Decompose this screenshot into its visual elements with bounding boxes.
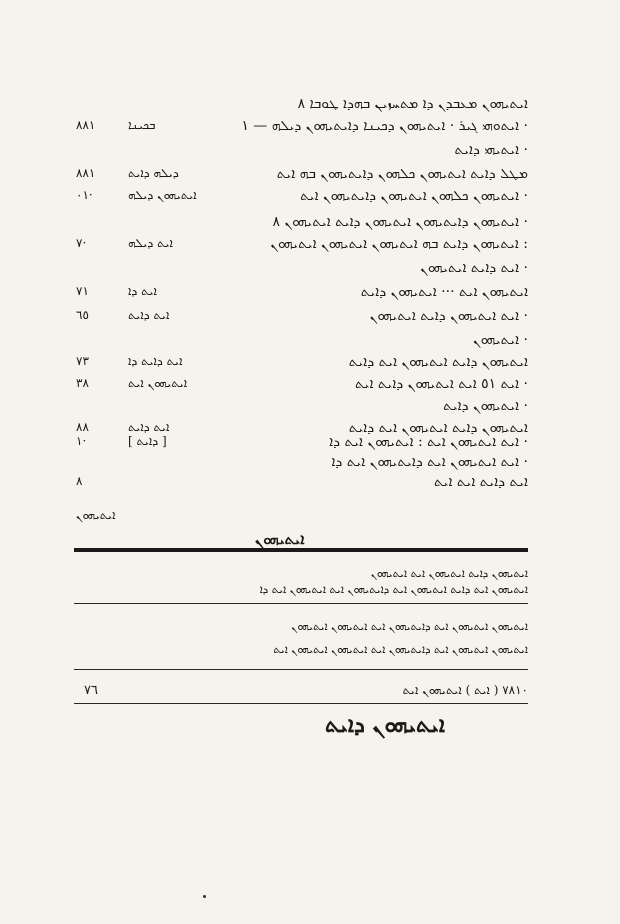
footer-citation: ٧٨١٠ ( ܐܝܬ ) ܐܝܬܝܗܘܢ ܐܝܬ [402,683,528,697]
entry-reference: [ ܕܐܝܬ ] [128,434,167,448]
entry-reference: ܒܟܝܢܐ [128,118,156,132]
section-divider-thin [74,603,528,604]
entry-number: ٨ [76,474,83,488]
entry-reference: ܐܝܬ ܕܐܝܬ [128,420,170,434]
entry-line: ܐܝܬܝܗܘܢ ܡܥܒܕܢ ܕܐ ܡܬܚܙܝܢ ܒܗܕܐ ܛܘܒܐ ٨ [297,96,528,112]
entry-line: ܐܝܬܝܗܘܢ ܕܐܝܬ ܐܝܬܝܗܘܢ ܐܝܬ ܕܐܝܬ [348,420,528,436]
entry-number: ·١ [76,434,87,448]
entry-number: ٨٨١ [76,166,96,180]
entry-line: ܐܝܬ ܕܐܝܬ ܐܝܬ ܐܝܬ [433,474,528,490]
entry-number: ٣٨ [76,376,89,390]
section-title: ܐܝܬܝܗܘܢ [255,530,305,548]
margin-catchword: ܐܝܬܝܗܘܢ [76,508,116,522]
section-divider-thick [74,548,528,552]
entry-line: · ܐܝܬܝܗܘܢ ܟܠܗܘܢ ܐܝܬܝܗܘܢ ܕܐܝܬܝܗܘܢ ܐܝܬ [300,188,528,204]
publisher-logo: ܐܝܬܝܗܘܢ ܕܐܝܬ [325,712,445,738]
entry-line: ܡܛܠ ܕܐܝܬ ܐܝܬܝܗܘܢ ܟܠܗܘܢ ܕܐܝܬܝܗܘܢ ܒܗ ܐܝܬ [276,166,528,182]
block2-line: ܐܝܬܝܗܘܢ ܐܝܬܝܗܘܢ ܐܝܬ ܕܐܝܬܝܗܘܢ ܐܝܬ ܐܝܬܝܗܘܢ ܐܝܬܝܗܘܢ ܐܝܬ [273,643,528,656]
entry-number: ٨٨ [76,420,89,434]
entry-line: · ܐܝܬܝܗܘܢ [472,332,528,348]
entry-number: ·٠١ [76,188,93,202]
entry-number: ٧٣ [76,354,89,368]
entry-line: · ܐܝܬ ܕܐܝܬ ܐܝܬܝܗܘܢ [420,260,528,276]
entry-reference: ܐܝܬ ܕܐܝܬ [128,308,170,322]
entry-line: · ܐܝܬܝܗܘܢ ܕܐܝܬ [443,398,528,414]
page-number: ٧٦ [84,683,98,698]
block1-line: ܐܝܬܝܗܘܢ ܐܝܬ ܕܐܝܬ ܐܝܬܝܗܘܢ ܐܝܬ ܕܐܝܬܝܗܘܢ ܐܝܬ ܐܝܬܝܗܘܢ ܐܝܬ ܕܐ [259,583,528,596]
entry-line: · ܐܝܬ ٥١ ܐܝܬ ܐܝܬܝܗܘܢ ܕܐܝܬ ܐܝܬ [354,376,528,392]
footer-divider-bottom [74,703,528,704]
entry-line: · ܐܝܬܝܗܘܢ ܕܐܝܬܝܗܘܢ ܐܝܬܝܗܘܢ ܕܐܝܬ ܐܝܬܝܗܘܢ ٨ [272,214,528,230]
entry-line: · ܐܝܬ ܐܝܬܝܗܘܢ ܐܝܬ : ܐܝܬܝܗܘܢ ܐܝܬ ܕܐ [329,434,528,450]
entry-reference: ܕܝܠܗ ܕܐܝܬ [128,166,179,180]
entry-reference: ܐܝܬ ܕܐܝܬ ܕܐ [128,354,183,368]
entry-number: ٧١ [76,284,89,298]
entry-reference: ܐܝܬܝܗܘܢ ܐܝܬ [128,376,188,390]
entry-reference: ܐܝܬܝܗܘܢ ܕܝܠܗ [128,188,197,202]
entry-reference: ܐܝܬ ܕܝܠܗ [128,236,173,250]
entry-number: ·٧ [76,236,87,250]
entry-line: · ܐܝܬܝܗܝ ܕܐܝܬ [454,142,528,158]
entry-line: ܐܝܬܝܗܘܢ ܕܐܝܬ ܐܝܬܝܗܘܢ ܐܝܬ ܕܐܝܬ [348,354,528,370]
entry-line: ܐܝܬܝܗܘܢ ܐܝܬ ··· ܐܝܬܝܗܘܢ ܕܐܝܬ [360,284,528,300]
entry-number: ٦٥ [76,308,89,322]
entry-reference: ܐܝܬ ܕܐ [128,284,157,298]
page-mark [203,895,206,898]
entry-number: ٨٨١ [76,118,96,132]
entry-line: · ܐܝܬܘܗܝ ܓܝܪ · ܐܝܬܝܗܘܢ ܕܟܝܢܐ ܕܐܝܬܝܗܘܢ ܕܝܠܗ — ١ [241,118,528,134]
entry-line: · ܐܝܬ ܐܝܬܝܗܘܢ ܕܐܝܬ ܐܝܬܝܗܘܢ [369,308,528,324]
block2-line: ܐܝܬܝܗܘܢ ܐܝܬܝܗܘܢ ܐܝܬ ܕܐܝܬܝܗܘܢ ܐܝܬ ܐܝܬܝܗܘܢ ܐܝܬܝܗܘܢ [291,620,528,633]
entry-line: · ܐܝܬ ܐܝܬܝܗܘܢ ܐܝܬ ܕܐܝܬܝܗܘܢ ܐܝܬ ܕܐ [331,454,528,470]
footer-divider [74,669,528,670]
entry-line: : ܐܝܬܝܗܘܢ ܕܐܝܬ ܒܗ ܐܝܬܝܗܘܢ ܐܝܬܝܗܘܢ ܐܝܬܝܗܘܢ [270,236,528,252]
block1-line: ܐܝܬܝܗܘܢ ܕܐܝܬ ܐܝܬܝܗܘܢ ܐܝܬ ܐܝܬܝܗܘܢ [370,567,528,580]
